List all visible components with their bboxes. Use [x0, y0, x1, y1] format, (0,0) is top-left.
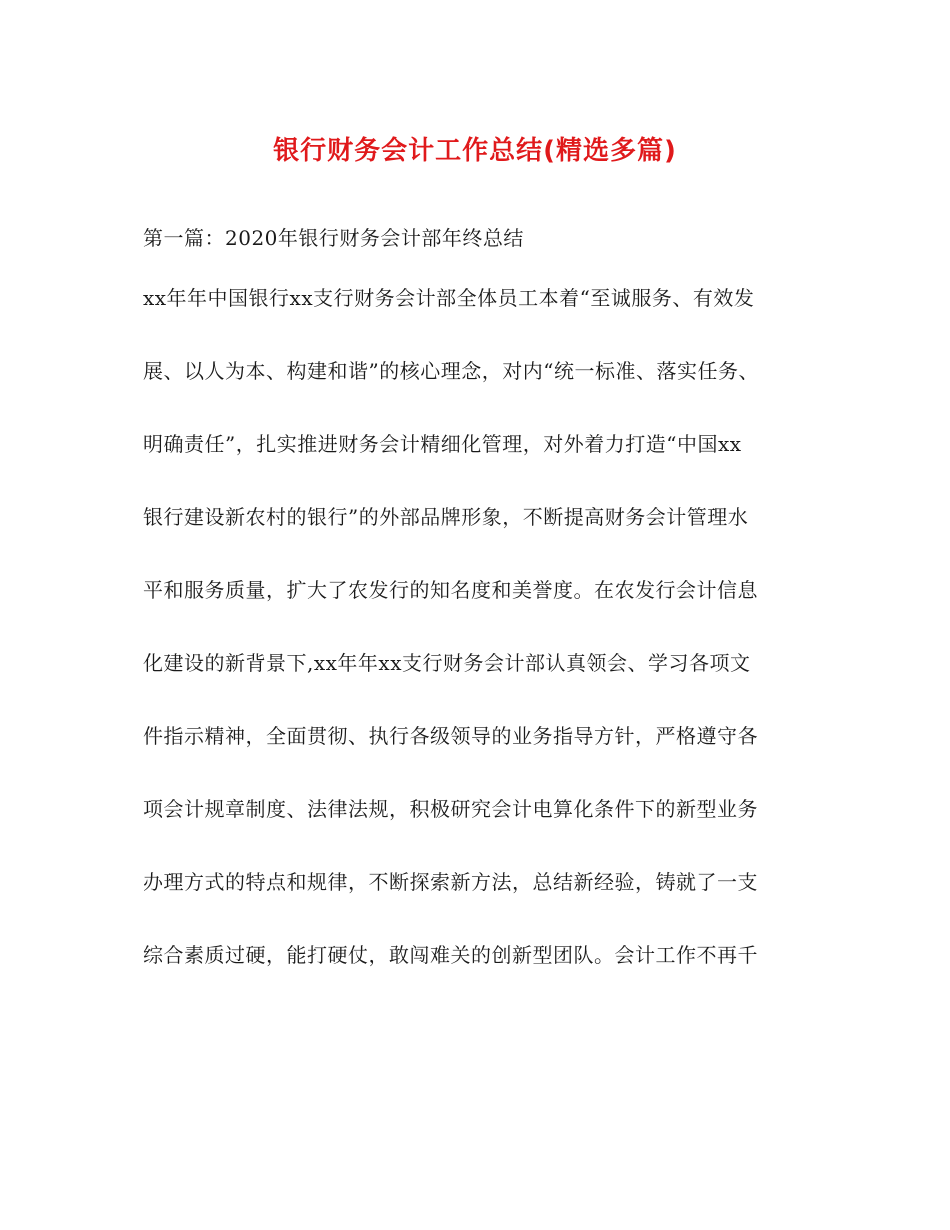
document-title: 银行财务会计工作总结(精选多篇): [273, 136, 677, 166]
paragraph-line: 件指示精神，全面贯彻、执行各级领导的业务指导方针，严格遵守各: [143, 724, 758, 748]
paragraph-line: 办理方式的特点和规律，不断探索新方法，总结新经验，铸就了一支: [143, 870, 758, 894]
paragraph-line: 明确责任”，扎实推进财务会计精细化管理，对外着力打造“中国xx: [143, 432, 742, 456]
paragraph-line: 展、以人为本、构建和谐”的核心理念，对内“统一标准、落实任务、: [143, 359, 759, 383]
paragraph: [143, 283, 813, 1013]
paragraph-line: 化建设的新背景下,xx年年xx支行财务会计部认真领会、学习各项文: [143, 651, 751, 675]
paragraph-line: 综合素质过硬，能打硬仗，敢闯难关的创新型团队。会计工作不再千: [143, 943, 758, 967]
paragraph-line: 银行建设新农村的银行”的外部品牌形象，不断提高财务会计管理水: [143, 505, 749, 529]
paragraph-line: xx年年中国银行xx支行财务会计部全体员工本着“至诚服务、有效发: [143, 286, 755, 310]
paragraph-line: 项会计规章制度、法律法规，积极研究会计电算化条件下的新型业务: [143, 797, 758, 821]
section-heading: 第一篇：2020年银行财务会计部年终总结: [143, 226, 524, 250]
paragraph-line: 平和服务质量，扩大了农发行的知名度和美誉度。在农发行会计信息: [143, 578, 758, 602]
